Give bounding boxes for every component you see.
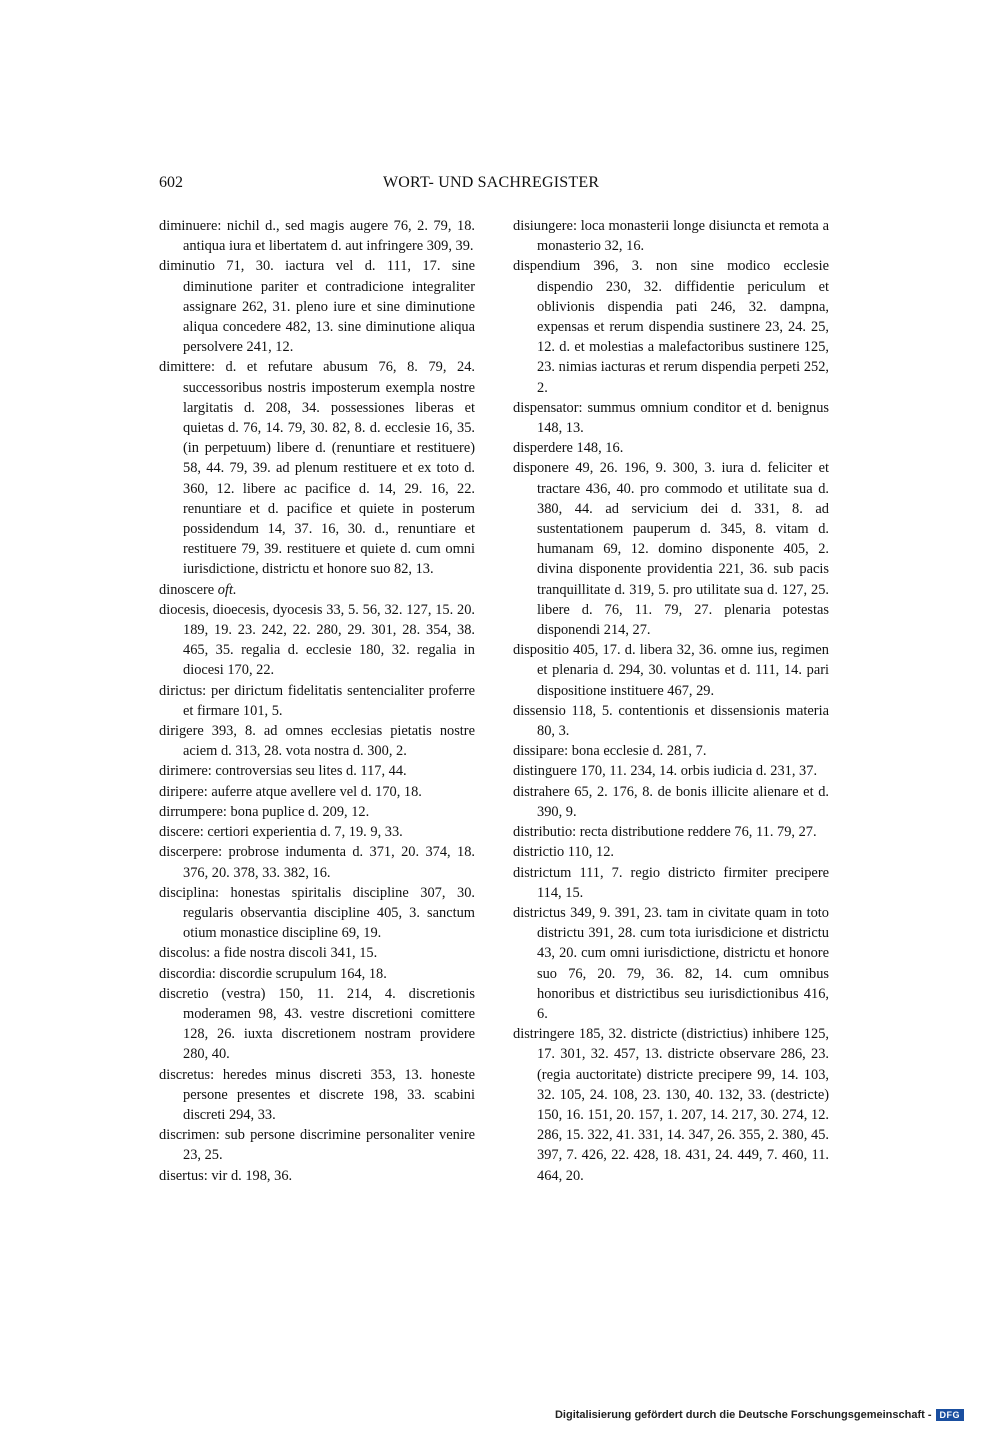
index-entry: dissipare: bona ecclesie d. 281, 7. [513, 743, 707, 760]
index-entry: districtus 349, 9. 391, 23. tam in civitate quam in toto districtu 391, 28. cum tota iurisdicione et districtu 43, 20. cum omni iurisdictione, districtu et honore suo 76, 20. 79, 36. 82, 14. cum omnibus honoribus et districtibus seu iurisdictionibus 416, 6. [513, 904, 829, 1022]
index-entry: diminuere: nichil d., sed magis augere 76, 2. 79, 18. antiqua iura et libertatem d. aut infringere 309, 39. [159, 218, 475, 255]
index-entry: discere: certiori experientia d. 7, 19. 9, 33. [159, 824, 403, 841]
index-entry: disperdere 148, 16. [513, 440, 624, 457]
index-entry: disponere 49, 26. 196, 9. 300, 3. iura d. feliciter et tractare 436, 40. pro commodo et utilitate sua d. 380, 44. ad servicium dei d. 331, 8. ad sustentationem pauperum d. 345, 8. vitam d. humanam 69, 12. domino disponente 405, 2. divina disponente providentia 221, 36. sub pacis tranquillitate d. 319, 5. pro utilitate sua d. 127, 25. libere d. 76, 11. 79, 27. plenaria potestas disponendi 214, 27. [513, 460, 829, 639]
index-entry: districtio 110, 12. [513, 844, 614, 861]
index-entry: discordia: discordie scrupulum 164, 18. [159, 965, 387, 982]
index-entry: discretio (vestra) 150, 11. 214, 4. discretionis moderamen 98, 43. vestre discretioni comittere 128, 26. iuxta discretionem nostram providere 280, 40. [159, 985, 475, 1063]
index-column-left [159, 216, 475, 1186]
index-entry: discretus: heredes minus discreti 353, 13. honeste persone presentes et discrete 198, 33. scabini discreti 294, 33. [159, 1066, 475, 1123]
index-entry: disertus: vir d. 198, 36. [159, 1167, 293, 1184]
index-entry: dimittere: d. et refutare abusum 76, 8. 79, 24. successoribus nostris imposterum exempla nostre largitatis d. 208, 34. possessiones liberas et quietas d. 76, 14. 79, 30. 82, 8. d. ecclesie 16, 35. (in perpetuum) libere d. (renuntiare et restituere) 58, 44. 79, 39. ad plenum restituere et ex toto d. 360, 12. libere ac pacifice d. 14, 29. 16, 22. renuntiare et d. pacifice et quiete in posterum possidendum 14, 37. 16, 30. d., renuntiare et restituere 79, 39. restituere et quiete d. cum omni iurisdictione, districtu et honore suo 82, 13. [159, 359, 475, 578]
page-number: 602 [159, 174, 183, 191]
index-entry-note: oft. [217, 581, 237, 598]
index-entry: dissensio 118, 5. contentionis et dissensionis materia 80, 3. [513, 702, 829, 740]
index-entry: distringere 185, 32. districte (districtius) inhibere 125, 17. 301, 32. 457, 13. districte observare 286, 23. (regia auctoritate) districte precipere 99, 14. 103, 32. 105, 24. 108, 23. 130, 40. 132, 33. (destricte) 150, 16. 151, 20. 157, 1. 207, 14. 217, 30. 274, 12. 286, 15. 322, 41. 331, 14. 347, 26. 355, 2. 380, 45. 397, 7. 426, 22. 428, 18. 431, 24. 449, 7. 460, 11. 464, 20. [513, 1026, 829, 1184]
dfg-logo-icon: DFG [936, 1409, 965, 1421]
index-entry: dirictus: per dirictum fidelitatis sentencialiter proferre et firmare 101, 5. [159, 682, 475, 719]
index-entry-headword: dinoscere [159, 581, 218, 598]
index-entry: dirrumpere: bona puplice d. 209, 12. [159, 803, 370, 820]
index-entry: districtum 111, 7. regio districto firmiter precipere 114, 15. [513, 864, 829, 901]
index-entry: discerpere: probrose indumenta d. 371, 20. 374, 18. 376, 20. 378, 33. 382, 16. [159, 844, 475, 881]
index-entry: dispensator: summus omnium conditor et d. benignus 148, 13. [513, 399, 829, 437]
index-entry: dispositio 405, 17. d. libera 32, 36. omne ius, regimen et plenaria d. 294, 30. voluntas et d. 111, 14. pari dispositione instituere 467, 29. [513, 642, 829, 699]
index-entry: disiungere: loca monasterii longe disiuncta et remota a monasterio 32, 16. [513, 218, 829, 255]
index-entry: dirigere 393, 8. ad omnes ecclesias pietatis nostre aciem d. 313, 28. vota nostra d. 300, 2. [159, 723, 475, 760]
index-entry: distrahere 65, 2. 176, 8. de bonis illicite alienare et d. 390, 9. [513, 783, 829, 820]
index-entry: distinguere 170, 11. 234, 14. orbis iudicia d. 231, 37. [513, 763, 818, 780]
index-entry: distributio: recta distributione reddere 76, 11. 79, 27. [513, 824, 817, 841]
running-head: WORT- UND SACHREGISTER [383, 174, 600, 191]
digitization-credit-text: Digitalisierung gefördert durch die Deutsche Forschungsgemeinschaft - [554, 1409, 932, 1421]
index-entry: diminutio 71, 30. iactura vel d. 111, 17. sine diminutione pariter et contradicione integraliter assignare 262, 31. pleno iure et sine diminutione aliqua concedere 482, 13. sine diminutione aliqua persolvere 241, 12. [159, 258, 475, 356]
index-entry: diripere: auferre atque avellere vel d. 170, 18. [159, 783, 422, 800]
digitization-credit [555, 1409, 964, 1421]
index-entry: discolus: a fide nostra discoli 341, 15. [159, 945, 378, 962]
index-entry: dirimere: controversias seu lites d. 117, 44. [159, 763, 407, 780]
index-column-right [513, 216, 829, 1186]
index-entry: dispendium 396, 3. non sine modico ecclesie dispendio 230, 32. diffidentie periculum et oblivionis dispendia pati 246, 32. dampna, expensas et rerum dispendia sustinere 23, 24. 25, 12. d. et molestias a malefactoribus sustinere 125, 23. nimias iacturas et rerum dispendia perpeti 252, 2. [513, 258, 829, 396]
index-entry [159, 580, 475, 600]
index-entry: discrimen: sub persone discrimine personaliter venire 23, 25. [159, 1127, 475, 1164]
index-entry: diocesis, dioecesis, dyocesis 33, 5. 56, 32. 127, 15. 20. 189, 19. 23. 242, 22. 280, 29. 301, 28. 354, 38. 465, 35. regalia d. ecclesie 180, 32. regalia in diocesi 170, 22. [159, 601, 475, 679]
index-entry: disciplina: honestas spiritalis discipline 307, 30. regularis observantia discipline 405, 3. sanctum otium monastice discipline 69, 19. [159, 884, 475, 942]
